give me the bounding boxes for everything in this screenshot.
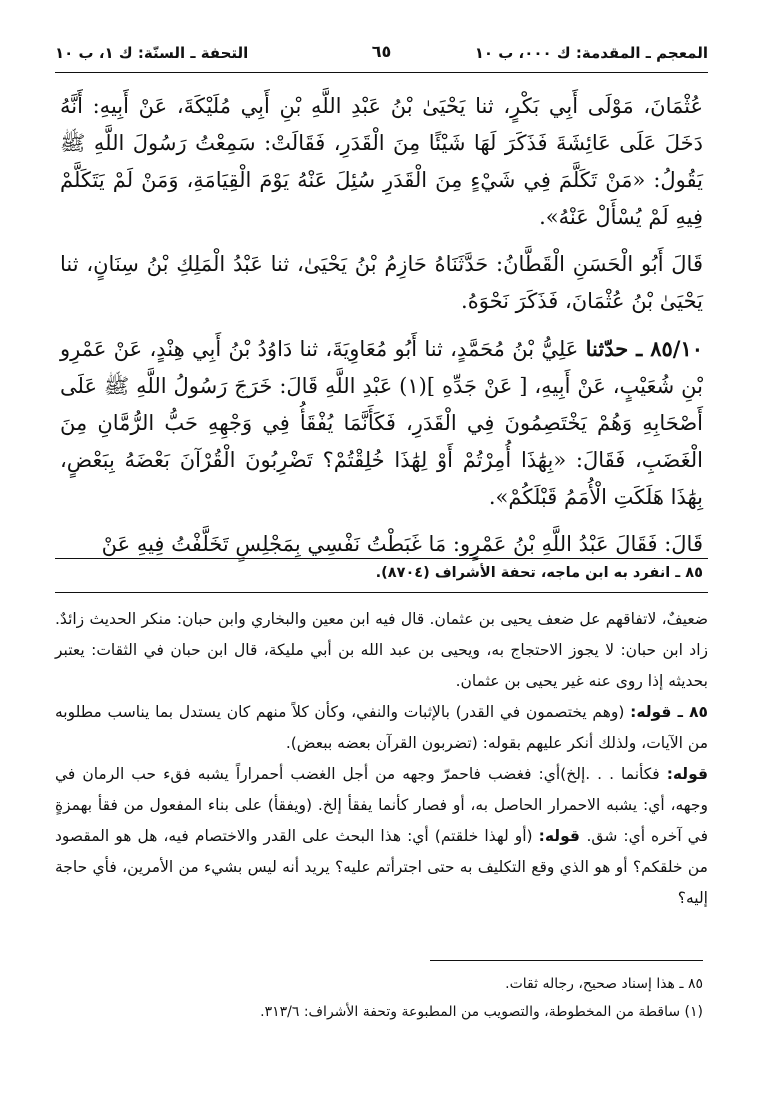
- footnote-1: ٨٥ ـ هذا إسناد صحيح، رجاله ثقات.: [505, 976, 703, 992]
- header-rule: [55, 72, 708, 73]
- commentary-paragraph-2: ٨٥ ـ قوله: (وهم يختصمون في القدر) بالإثبات والنفي، وكأن كلاً منهم كان يستدل بما يناسب مطلوبه من الآيات، ولذلك أنكر عليهم بقوله: (تضربون القرآن بعضه ببعض).: [55, 703, 708, 752]
- page-number: ٦٥: [371, 42, 392, 61]
- commentary-paragraph-1: ضعيفٌ، لاتفاقهم عل ضعف يحيى بن عثمان. قال فيه ابن معين والبخاري وابن حبان: منكر الحديث زائدٌ. زاد ابن حبان: لا يجوز الاحتجاج به، ويحيى بن عبد الله بن أبي مليكة، قال ابن حبان في الثقات: يعتبر بحديثه إذا روى عنه غير يحيى بن عثمان.: [55, 610, 708, 690]
- footnote-2: (١) ساقطة من المخطوطة، والتصويب من المطبوعة وتحفة الأشراف: ٣١٣/٦.: [260, 1004, 703, 1020]
- commentary-lead: قوله:: [666, 765, 708, 783]
- footnotes: [60, 970, 703, 1026]
- footnote-rule: [430, 960, 703, 961]
- takhrij-note: ٨٥ ـ انفرد به ابن ماجه، تحفة الأشراف (٨٧٠٤).: [375, 565, 703, 581]
- note-rule-bottom: [55, 592, 708, 593]
- note-rule-top: [55, 558, 708, 559]
- header-left-reference: التحفة ـ السنّة: ك ١، ب ١٠: [55, 44, 249, 62]
- hadith-paragraph-2: قَالَ أَبُو الْحَسَنِ الْقَطَّانُ: حَدَّثَنَاهُ حَازِمُ بْنُ يَحْيَىٰ، ثنا عَبْدُ الْمَلِكِ بْنُ سِنَانٍ، ثنا يَحْيَىٰ بْنُ عُثْمَانَ، فَذَكَرَ نَحْوَهُ.: [60, 252, 703, 313]
- commentary-lead: ٨٥ ـ قوله:: [630, 703, 708, 721]
- hadith-paragraph-4: قَالَ: فَقَالَ عَبْدُ اللَّهِ بْنُ عَمْرٍو: مَا غَبَطْتُ نَفْسِي بِمَجْلِسٍ تَخَلَّفْتُ فِيهِ عَنْ: [101, 532, 703, 556]
- commentary-lead: قوله:: [538, 827, 587, 845]
- running-header: [55, 38, 708, 68]
- hadith-paragraph-1: عُثْمَانَ، مَوْلَى أَبِي بَكْرٍ، ثنا يَحْيَىٰ بْنُ عَبْدِ اللَّهِ بْنِ أَبِي مُلَيْكَةَ، عَنْ أَبِيهِ: أَنَّهُ دَخَلَ عَلَى عَائِشَةَ فَذَكَرَ لَهَا شَيْئًا مِنَ الْقَدَرِ، فَقَالَتْ: سَمِعْتُ رَسُولَ اللَّهِ ﷺ يَقُولُ: «مَنْ تَكَلَّمَ فِي شَيْءٍ مِنَ الْقَدَرِ سُئِلَ عَنْهُ يَوْمَ الْقِيَامَةِ، وَمَنْ لَمْ يَتَكَلَّمْ فِيهِ لَمْ يُسْأَلْ عَنْهُ».: [60, 94, 703, 229]
- commentary: [55, 604, 708, 914]
- commentary-paragraph-3: قوله: فكأنما . . .إلخ)أي: فغضب فاحمرّ وجهه من أجل الغضب أحمراراً يشبه فقء حب الرمان في وجهه، أي: يشبه الاحمرار الحاصل به، أو فصار كأنما يفقأ إلخ. (ويفقأ) على بناء المفعول من فقأ بهمزةٍ في آخره أي: شق. قوله: (أو لهذا خلقتم) أي: هذا البحث على القدر والاختصام فيه، هل هو المقصود من خلقكم؟ أو هو الذي وقع التكليف به حتى اجترأتم عليه؟ يريد أنه ليس بشيء من الأمرين، فأي حاجة إليه؟: [55, 765, 708, 907]
- header-right-reference: المعجم ـ المقدمة: ك ٠٠٠، ب ١٠: [474, 44, 708, 62]
- hadith-text: [60, 88, 703, 573]
- hadith-paragraph-3: ٨٥/١٠ ـ حدّثنا عَلِيُّ بْنُ مُحَمَّدٍ، ثنا أَبُو مُعَاوِيَةَ، ثنا دَاوُدُ بْنُ أَبِي هِنْدٍ، عَنْ عَمْرِو بْنِ شُعَيْبٍ، عَنْ أَبِيهِ، [ عَنْ جَدِّهِ ](١) عَبْدِ اللَّهِ قَالَ: خَرَجَ رَسُولُ اللَّهِ ﷺ عَلَى أَصْحَابِهِ وَهُمْ يَخْتَصِمُونَ فِي الْقَدَرِ، فَكَأَنَّمَا يُفْقَأُ فِي وَجْهِهِ حَبُّ الرُّمَّانِ مِنَ الْغَضَبِ، فَقَالَ: «بِهَٰذَا أُمِرْتُمْ أَوْ لِهَٰذَا خُلِقْتُمْ؟ تَضْرِبُونَ الْقُرْآنَ بَعْضَهُ بِبَعْضٍ، بِهَٰذَا هَلَكَتِ الْأُمَمُ قَبْلَكُمْ».: [60, 336, 704, 509]
- hadith-number: ٨٥/١٠ ـ حدّثنا: [585, 336, 704, 361]
